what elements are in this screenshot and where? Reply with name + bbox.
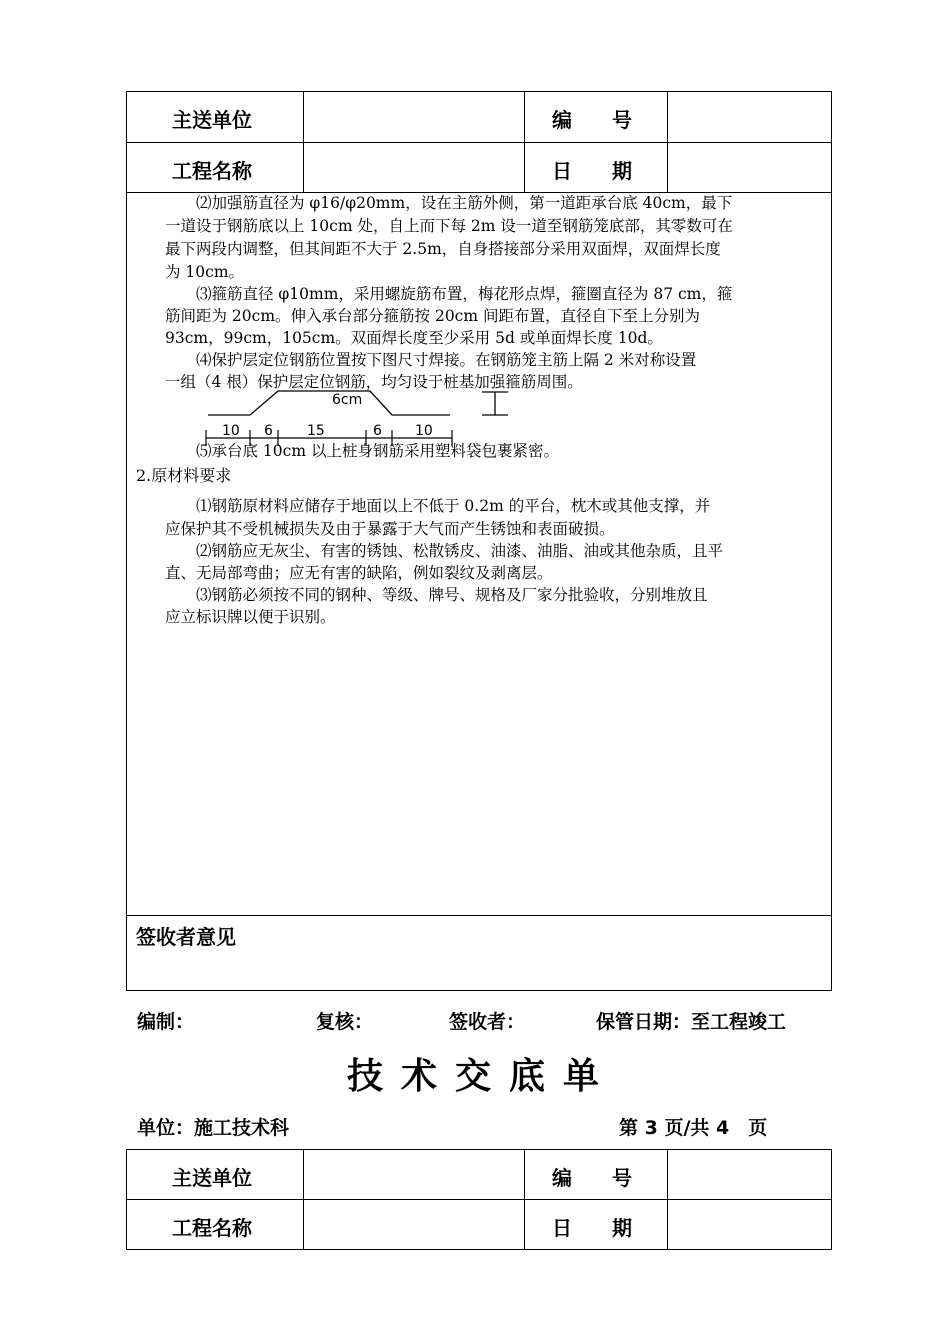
date-label: 日 期 [552,159,632,183]
receiver-opinion-label: 签收者意见 [136,925,236,949]
unit-label: 单位：施工技术科 [137,1117,290,1139]
content-line: 最下两段内调整，但其间距不大于 2.5m，自身搭接部分采用双面焊，双面焊长度 [165,240,721,258]
content-line: ⑷保护层定位钢筋位置按下图尺寸焊接。在钢筋笼主筋上隔 2 米对称设置 [165,351,697,369]
segment-label: 6 [264,423,273,439]
reviewed-by-label: 复核： [316,1011,374,1033]
content-line: 筋间距为 20cm。伸入承台部分箍筋按 20cm 间距布置，直径自下至上分别为 [165,307,700,325]
storage-date-label: 保管日期：至工程竣工 [596,1011,787,1033]
page-info: 第 3 页/共 4 页 [619,1117,768,1139]
segment-label: 10 [415,423,433,439]
content-line: ⑶钢筋必须按不同的钢种、等级、牌号、规格及厂家分批验收，分别堆放且 [165,586,708,604]
content-line: ⑴钢筋原材料应储存于地面以上不低于 0.2m 的平台，枕木或其他支撑，并 [165,497,711,515]
receiver-label: 签收者： [449,1011,526,1033]
send-unit-label: 主送单位 [172,108,252,132]
segment-label: 10 [222,423,240,439]
date-label: 日 期 [552,1216,632,1240]
project-name-label: 工程名称 [172,159,252,183]
send-unit-label: 主送单位 [172,1166,252,1190]
content-line: 一组（4 根）保护层定位钢筋，均匀设于桩基加强箍筋周围。 [165,373,583,391]
number-label: 编 号 [552,108,632,132]
number-label: 编 号 [552,1166,632,1190]
content-line: 直、无局部弯曲；应无有害的缺陷，例如裂纹及剥离层。 [165,564,553,582]
project-name-label: 工程名称 [172,1216,252,1240]
height-label: 6cm [332,392,363,408]
content-line: ⑶箍筋直径 φ10mm，采用螺旋筋布置，梅花形点焊，箍圈直径为 87 cm，箍 [165,285,733,303]
segment-label: 6 [373,423,382,439]
content-line: ⑵加强筋直径为 φ16/φ20mm，设在主筋外侧，第一道距承台底 40cm，最下 [165,194,733,212]
prepared-by-label: 编制： [137,1011,195,1033]
spacer-bar-profile [208,391,450,415]
content-line: ⑵钢筋应无灰尘、有害的锈蚀、松散锈皮、油漆、油脂、油或其他杂质，且平 [165,542,724,560]
segment-label: 15 [307,423,325,439]
content-line: ⑸承台底 10cm 以上桩身钢筋采用塑料袋包裹紧密。 [165,442,559,460]
content-line: 93cm，99cm，105cm。双面焊长度至少采用 5d 或单面焊长度 10d。 [165,329,663,347]
content-line: 一道设于钢筋底以上 10cm 处，自上而下每 2m 设一道至钢筋笼底部，其零数可在 [165,217,733,235]
content-line: 应保护其不受机械损失及由于暴露于大气而产生锈蚀和表面破损。 [165,520,615,538]
content-line: 为 10cm。 [165,263,245,281]
page-title: 技术交底单 [347,1055,618,1097]
content-line: 应立标识牌以便于识别。 [165,608,336,626]
section-2-title: 2.原材料要求 [136,466,232,485]
